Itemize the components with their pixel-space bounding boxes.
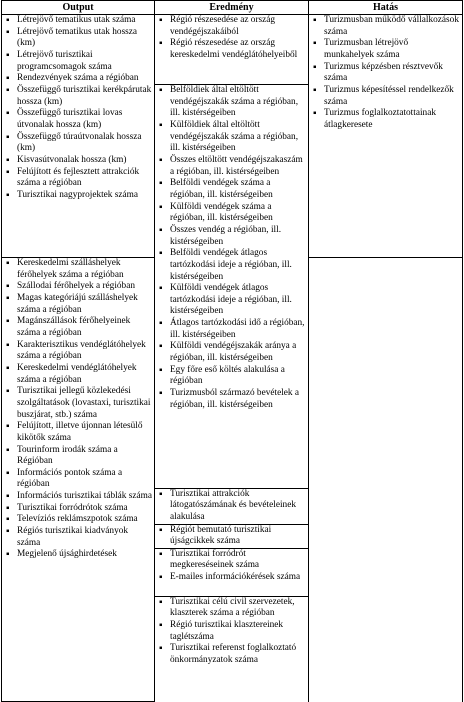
output-list-2 bbox=[5, 258, 152, 561]
eredmeny-list-1 bbox=[158, 15, 306, 62]
eredmeny-group-2 bbox=[158, 525, 306, 548]
list-item: ▪ Belföldi vendégek átlagos tartózkodási ideje a régióban, ill. kistérségeiben bbox=[158, 248, 306, 283]
list-item: ▪ Megjelenő újsághirdetések bbox=[5, 549, 152, 561]
list-item: ▪ Információs turisztikai táblák száma bbox=[5, 491, 152, 503]
list-item: ▪ Külföldi vendégéjszakák aránya a régióban, ill. kistérségeiben bbox=[158, 341, 306, 364]
list-item: ▪ Turizmus foglalkoztatottainak átlagkeresete bbox=[312, 108, 460, 131]
list-item: ▪ Régiós turisztikai kiadványok száma bbox=[5, 526, 152, 549]
list-item: ▪ Belföldiek által eltöltött vendégéjszakák száma a régióban, ill. kistérségeiben bbox=[158, 85, 306, 120]
list-item: ▪ Külföldiek által eltöltött vendégéjszakák száma a régióban, ill. kistérségeiben bbox=[158, 120, 306, 155]
list-item: ▪ Létrejövő tematikus utak hossza (km) bbox=[5, 27, 152, 50]
list-item: ▪ Kisvasútvonalak hossza (km) bbox=[5, 155, 152, 167]
eredmeny-cell bbox=[155, 15, 309, 85]
list-item: ▪ Tourinform irodák száma a Régióban bbox=[5, 445, 152, 468]
list-item: ▪ Külföldi vendégek száma a régióban, ill. kistérségeiben bbox=[158, 202, 306, 225]
list-item: ▪ Régió turisztikai klasztereinek taglétszáma bbox=[158, 620, 306, 643]
list-item: ▪ Kereskedelmi vendéglátóhelyek száma a régióban bbox=[5, 363, 152, 386]
list-item: ▪ Felújított és fejlesztett attrakciók száma a régióban bbox=[5, 167, 152, 190]
list-item: ▪ Turisztikai nagyprojektek száma bbox=[5, 190, 152, 202]
eredmeny-group-3 bbox=[158, 549, 306, 584]
list-item: ▪ Turisztikai forródrót megkereséseinek száma bbox=[158, 549, 306, 572]
indicator-table bbox=[1, 0, 463, 702]
eredmeny-cell bbox=[155, 548, 309, 596]
output-cell bbox=[2, 258, 155, 702]
list-item: ▪ Külföldi vendégek átlagos tartózkodási ideje a régióban, ill. kistérségeiben bbox=[158, 283, 306, 318]
list-item: ▪ Átlagos tartózkodási idő a régióban, ill. kistérségeiben bbox=[158, 318, 306, 341]
list-item: ▪ Régiót bemutató turisztikai újságcikkek száma bbox=[158, 525, 306, 548]
list-item: ▪ Létrejövő turisztikai programcsomagok száma bbox=[5, 50, 152, 73]
list-item: ▪ Belföldi vendégek száma a régióban, ill. kistérségeiben bbox=[158, 178, 306, 201]
eredmeny-cell bbox=[155, 85, 309, 489]
output-cell bbox=[2, 15, 155, 258]
hatas-cell bbox=[309, 15, 463, 258]
list-item: ▪ Felújított, illetve újonnan létesülő kikötők száma bbox=[5, 421, 152, 444]
output-list-1 bbox=[5, 15, 152, 202]
table-row bbox=[2, 15, 463, 85]
list-item: ▪ Rendezvények száma a régióban bbox=[5, 73, 152, 85]
list-item: ▪ Turisztikai célú civil szervezetek, klaszterek száma a régióban bbox=[158, 597, 306, 620]
eredmeny-list-2 bbox=[158, 85, 306, 411]
list-item: ▪ Összes vendég a régióban, ill. kistérségeiben bbox=[158, 225, 306, 248]
list-item: ▪ Televíziós reklámszpotok száma bbox=[5, 514, 152, 526]
eredmeny-cell bbox=[155, 524, 309, 548]
list-item: ▪ Kereskedelmi szálláshelyek férőhelyek száma a régióban bbox=[5, 258, 152, 281]
list-item: ▪ Régió részesedése az ország vendégéjszakáiból bbox=[158, 15, 306, 38]
list-item: ▪ Karakterisztikus vendéglátóhelyek száma a régióban bbox=[5, 340, 152, 363]
list-item: ▪ E-mailes információkérések száma bbox=[158, 572, 306, 584]
list-item: ▪ Turizmusban létrejövő munkahelyek száma bbox=[312, 38, 460, 61]
list-item: ▪ Összefüggő túraútvonalak hossza (km) bbox=[5, 132, 152, 155]
list-item: ▪ Turizmusból származó bevételek a régióban, ill. kistérségeiben bbox=[158, 388, 306, 411]
list-item: ▪ Turisztikai referenst foglalkoztató önkormányzatok száma bbox=[158, 643, 306, 666]
list-item: ▪ Összefüggő turisztikai kerékpárutak hossza (km) bbox=[5, 85, 152, 108]
header-hatas: Hatás bbox=[309, 1, 463, 15]
list-item: ▪ Turizmus képzésben résztvevők száma bbox=[312, 62, 460, 85]
list-item: ▪ Összefüggő turisztikai lovas útvonalak hossza (km) bbox=[5, 108, 152, 131]
list-item: ▪ Turizmusban működő vállalkozások száma bbox=[312, 15, 460, 38]
list-item: ▪ Régió részesedése az ország kereskedelmi vendéglátóhelyeiből bbox=[158, 38, 306, 61]
list-item: ▪ Magas kategóriájú szálláshelyek száma a régióban bbox=[5, 293, 152, 316]
eredmeny-group-4 bbox=[158, 597, 306, 667]
hatas-empty-cell bbox=[309, 258, 463, 702]
header-row bbox=[2, 1, 463, 15]
eredmeny-cell bbox=[155, 488, 309, 524]
list-item: ▪ Egy főre eső költés alakulása a régióban bbox=[158, 365, 306, 388]
list-item: ▪ Létrejövő tematikus utak száma bbox=[5, 15, 152, 27]
list-item: ▪ Magánszállások férőhelyeinek száma a régióban bbox=[5, 316, 152, 339]
list-item: ▪ Összes eltöltött vendégéjszakaszám a régióban, ill. kistérségeiben bbox=[158, 155, 306, 178]
eredmeny-group-1 bbox=[158, 489, 306, 524]
header-output: Output bbox=[2, 1, 155, 15]
list-item: ▪ Turisztikai jellegű közlekedési szolgáltatások (lovastaxi, turisztikai buszjárat, stb.) száma bbox=[5, 386, 152, 421]
list-item: ▪ Turisztikai forródrótok száma bbox=[5, 503, 152, 515]
list-item: ▪ Információs pontok száma a régióban bbox=[5, 468, 152, 491]
list-item: ▪ Szállodai férőhelyek a régióban bbox=[5, 281, 152, 293]
header-eredmeny: Eredmény bbox=[155, 1, 309, 15]
eredmeny-cell bbox=[155, 596, 309, 701]
list-item: ▪ Turizmus képesítéssel rendelkezők száma bbox=[312, 85, 460, 108]
hatas-list bbox=[312, 15, 460, 132]
list-item: ▪ Turisztikai attrakciók látogatószámának és bevételeinek alakulása bbox=[158, 489, 306, 524]
